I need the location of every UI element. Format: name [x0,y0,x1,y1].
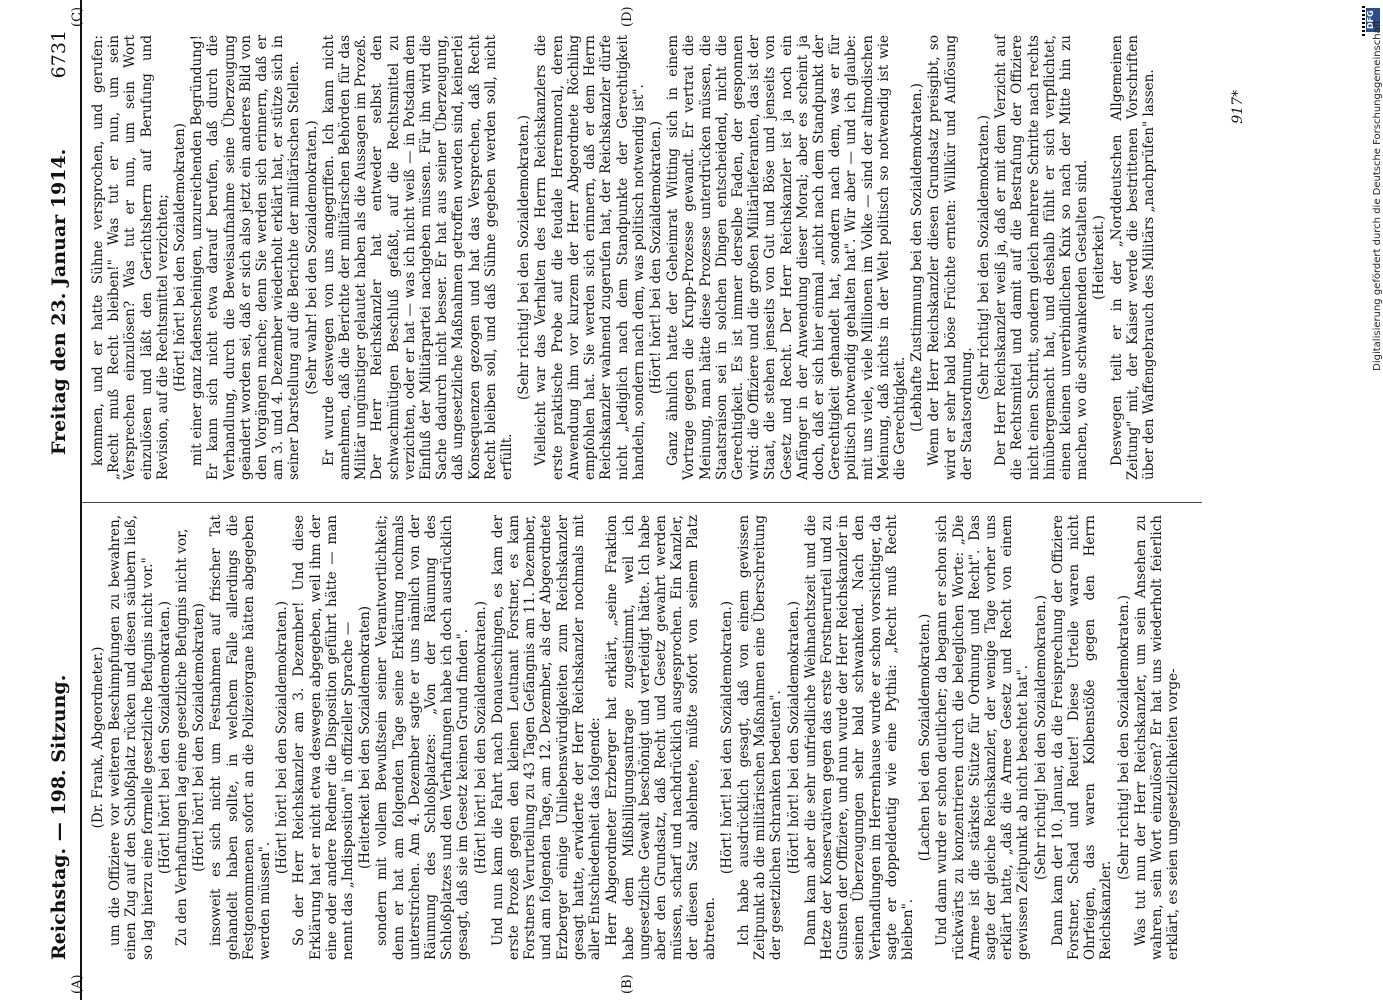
paragraph: mit einer ganz fadenscheinigen, unzureichenden Begründung! Er kann sich nicht etwa darauf berufen, daß durch die Verhandlung, durch die Beweisaufnahme seine Überzeugung geändert worden sei, daß er sich also jetzt ein anderes Bild von den Vorgängen mache; denn Sie werden sich erinnern, daß er am 3. und 4. Dezember wiederholt erklärt hat, er stütze sich in seiner Darstellung auf die Berichte der militärischen Stellen. [189,35,303,480]
header-date: Freitag den 23. Januar 1914. [48,148,70,455]
paragraph: Ganz ähnlich hatte der Geheimrat Witting sich in einem Vortrage gegen die Krupp-Prozesse gewandt. Er vertrat die Meinung, man hätte diese Prozesse unterdrücken müssen, die Staatsraison sei in solchen Dingen entscheidend, nicht die Gerechtigkeit. Es ist immer derselbe Faden, der gesponnen wird: die Offiziere und die großen Militärlieferanten, das ist der Staat, die stehen jenseits von Gut und Böse und jenseits von Gesetz und Recht. Der Herr Reichskanzler ist ja noch ein Anfänger in der Anwendung dieser Moral; aber es scheint ja doch, daß er sich hier einmal „nicht nach dem Standpunkt der Gerechtigkeit gehandelt hat, sondern nach dem, was er für politisch notwendig gehalten hat". Wir aber — und ich glaube: mit uns viele, viele Millionen im Volke — sind der altmodischen Meinung, daß nichts in der Welt politisch so notwendig ist wie die Gerechtigkeit. [665,35,908,480]
paragraph: (Hört! hört! bei den Sozialdemokraten.) [647,120,664,395]
paragraph: (Hört! hört! bei den Sozialdemokraten.) [718,600,735,875]
paragraph: um die Offiziere vor weiteren Beschimpfungen zu bewahren, einen Zug auf den Schloßplatz rücken und diesen säubern ließ, so lag hierzu eine formelle gesetzliche Befugnis nicht vor." [107,515,156,960]
paragraph: (Sehr richtig! bei den Sozialdemokraten.) [1115,595,1132,881]
margin-marker-a: (A) [70,974,85,994]
paragraph: (Hört! hört! bei den Sozialdemokraten) [191,603,208,872]
paragraph: kommen, und er hatte Sühne versprochen, und gerufen: „Recht muß Recht bleiben!" Was tut er nun, um sein Versprechen einzulösen? Was tut er nun, um sein Wort einzulösen und läßt den Gerichtsherrn auf Berufung und Revision, auf die Rechtsmittel verzichten; [90,35,171,480]
scan-color-strip [1362,6,1365,36]
paragraph: Herr Abgeordneter Erzberger hat erklärt, „seine Fraktion habe dem Mißbilligungsantrage zugestimmt, weil ich ungesetzliche Gewalt beschönigt und verteidigt hätte. Ich habe aber den Grundsatz, daß Recht und Gesetz gewahrt werden müssen, scharf und nachdrücklich ausgesprochen. Ein Kanzler, der diesen Satz ablehnete, müßte sofort von seinem Platz abtreten. [604,515,718,960]
right-column [90,35,1158,480]
paragraph: (Heiterkeit bei den Sozialdemokraten) [357,605,374,870]
paragraph: (Sehr richtig! bei den Sozialdemokraten.) [516,115,533,401]
paragraph: Ich habe ausdrücklich gesagt, daß von einem gewissen Zeitpunkt ab die militärischen Maßnahmen eine Überschreitung der gesetzlichen Schranken bedeuten". [735,515,785,960]
rotated-page [20,0,1320,1000]
margin-marker-c: (C) [70,6,85,27]
paragraph: Dann kam aber die sehr unfriedliche Weihnachtszeit und die Hetze der Konservativen gegen das erste Forstnerurteil und zu Gunsten der Offiziere, und nun wurde der Herr Reichskanzler in seinen Überzeugungen sehr bald schwankend. Nach den Verhandlungen im Herrenhause wurde er schon vorsichtiger, da sagte er doppeldeutig wie eine Pythia: „Recht muß Recht bleiben". [802,515,916,960]
paragraph: Er wurde deswegen von uns angegriffen. Ich kann nicht annehmen, daß die Berichte der militärischen Behörden für das Militär ungünstiger gelautet haben als die Aussagen im Prozeß. Der Herr Reichskanzler hat entweder selbst den schwachmütigen Beschluß gefaßt, auf die Rechtsmittel zu verzichten, oder er hat — was ich nicht weiß — in Potsdam dem Einfluß der Militärpartei nachgeben müssen. Für ihn wird die Sache dadurch nicht besser. Er hat aus seiner Überzeugung, daß ungesetzliche Maßnahmen getroffen worden sind, keinerlei Konsequenzen gezogen und hat das Versprechen, daß Recht Recht bleiben soll, und daß Sühne gegeben werden soll, nicht erfüllt. [320,35,516,480]
column-divider [82,502,1202,503]
paragraph: (Lachen bei den Sozialdemokraten.) [917,613,934,862]
paragraph: (Sehr richtig! bei den Sozialdemokraten.) [1032,595,1049,881]
paragraph: (Sehr richtig! bei den Sozialdemokraten.) [975,115,992,401]
paragraph: Wenn der Herr Reichskanzler diesen Grundsatz preisgibt, so wird er sehr bald böse Früchte ernten: Willkür und Auflösung der Staatsordnung. [926,35,975,480]
paragraph: (Hört! hört! bei den Sozialdemokraten.) [156,600,173,875]
paragraph: (Hört! hört! bei den Sozialdemokraten) [172,123,189,392]
paragraph: (Sehr wahr! bei den Sozialdemokraten.) [303,120,320,395]
page-header [20,0,82,1000]
paragraph: Deswegen teilt er in der „Norddeutschen Allgemeinen Zeitung" mit, der Kaiser werde die bestrittenen Vorschriften über den Waffengebrauch des Militärs „nachprüfen" lassen. [1108,35,1157,480]
digitization-credit: Digitalisierung gefördert durch die Deutsche Forschungsgemeinschaft [1372,20,1383,371]
paragraph: Vielleicht war das Verhalten des Herrn Reichskanzlers die erste praktische Probe auf die feudale Herrenmoral, deren Anwendung ihm vor kurzem der Herr Abgeordnete Röchling empfohlen hat. Sie werden sich erinnern, daß er dem Herrn Reichskanzler wahnend zugerufen hat, der Reichskanzler dürfe nicht „lediglich nach dem Standpunkte der Gerechtigkeit handeln, sondern nach dem, was politisch notwendig ist". [533,35,647,480]
paragraph: Dann kam der 10. Januar, da die Freisprechung der Offiziere Forstner, Schad und Reuter! Diese Urteile waren nicht Ohrfeigen, das waren Kolbenstöße gegen den Herrn Reichskanzler. [1049,515,1115,960]
paragraph: Der Herr Reichskanzler weiß ja, daß er mit dem Verzicht auf die Rechtsmittel und damit auf die Bestrafung der Offiziere nicht einen Schritt, sondern gleich mehrere Schritte nach rechts hinübergemacht hat, und deshalb fühlt er sich verpflichtet, einen kleinen unverbindlichen Knix so nach der Mitte hin zu machen, wo die schwankenden Gestalten sind. [993,35,1091,480]
paragraph: Und dann wurde er schon deutlicher; da begann er schon sich rückwärts zu konzentrieren durch die beleglichen Worte: „Die Armee ist die stärkste Stütze für Ordnung und Recht". Das sagte der gleiche Reichskanzler, der wenige Tage vorher uns erklärt hatte, „daß die Armee Gesetz und Recht von einem gewissen Zeitpunkt ab nicht beachtet hat". [934,515,1032,960]
paragraph: So der Herr Reichskanzler am 3. Dezember! Und diese Erklärung hat er nicht etwa deswegen abgegeben, weil ihm der eine oder andere Redner die Disposition geführt hätte — man nennt das „Indisposition" in offizieller Sprache — [291,515,357,960]
header-session: Reichstag. — 198. Sitzung. [48,674,70,960]
left-column [90,515,1182,960]
paragraph: sondern mit vollem Bewußtsein seiner Verantwortlichkeit; denn er hat am folgenden Tage seine Erklärung nochmals unterstrichen. Am 4. Dezember sagte er uns nämlich von der Räumung des Schloßplatzes: „Von der Räumung des Schloßplatzes und den Verhaftungen habe ich doch ausdrücklich gesagt, daß sie im Gesetz keinen Grund finden". [374,515,472,960]
margin-marker-b: (B) [620,974,635,994]
paragraph: (Heiterkeit.) [1091,215,1108,300]
paragraph: Was tut nun der Herr Reichskanzler, um sein Ansehen zu wahren, sein Wort einzulösen? Er hat uns wiederholt feierlich erklärt, es seien ungesetzlichkeiten vorge- [1132,515,1182,960]
paragraph: (Dr. Frank, Abgeordneter.) [90,646,106,829]
paragraph: (Hört! hört! bei den Sozialdemokraten.) [785,600,802,875]
paragraph: insoweit es sich nicht um Festnahmen auf frischer Tat gehandelt haben sollte, in welchem Falle allerdings die Festgenommenen sofort an die Polizeiorgane hätten abgegeben werden müssen". [208,515,274,960]
footer-number: 917* [1230,90,1246,124]
dfg-logo: DFG [1366,8,1380,32]
paragraph: Zu den Verhaftungen lag eine gesetzliche Befugnis nicht vor, [174,528,191,946]
paragraph: (Lebhafte Zustimmung bei den Sozialdemokraten.) [909,83,926,432]
header-page-number: 6731 [48,30,70,79]
paragraph: Und nun kam die Fahrt nach Donaueschingen, es kam der erste Prozeß gegen den kleinen Leutnant Forstner, es kam Forstners Verurteilung zu 43 Tagen Gefängnis am 11. Dezember, und am folgenden Tage, am 12. Dezember, als der Abgeordnete Erzberger einige Unliebenswürdigkeiten zum Reichskanzler gesagt hatte, erwiderte der Herr Reichskanzler nochmals mit aller Entschiedenheit das folgende: [489,515,604,960]
margin-marker-d: (D) [620,6,635,27]
paragraph: (Hört! hört! bei den Sozialdemokraten.) [472,600,489,875]
paragraph: (Hört! hört! bei den Sozialdemokraten.) [274,600,291,875]
